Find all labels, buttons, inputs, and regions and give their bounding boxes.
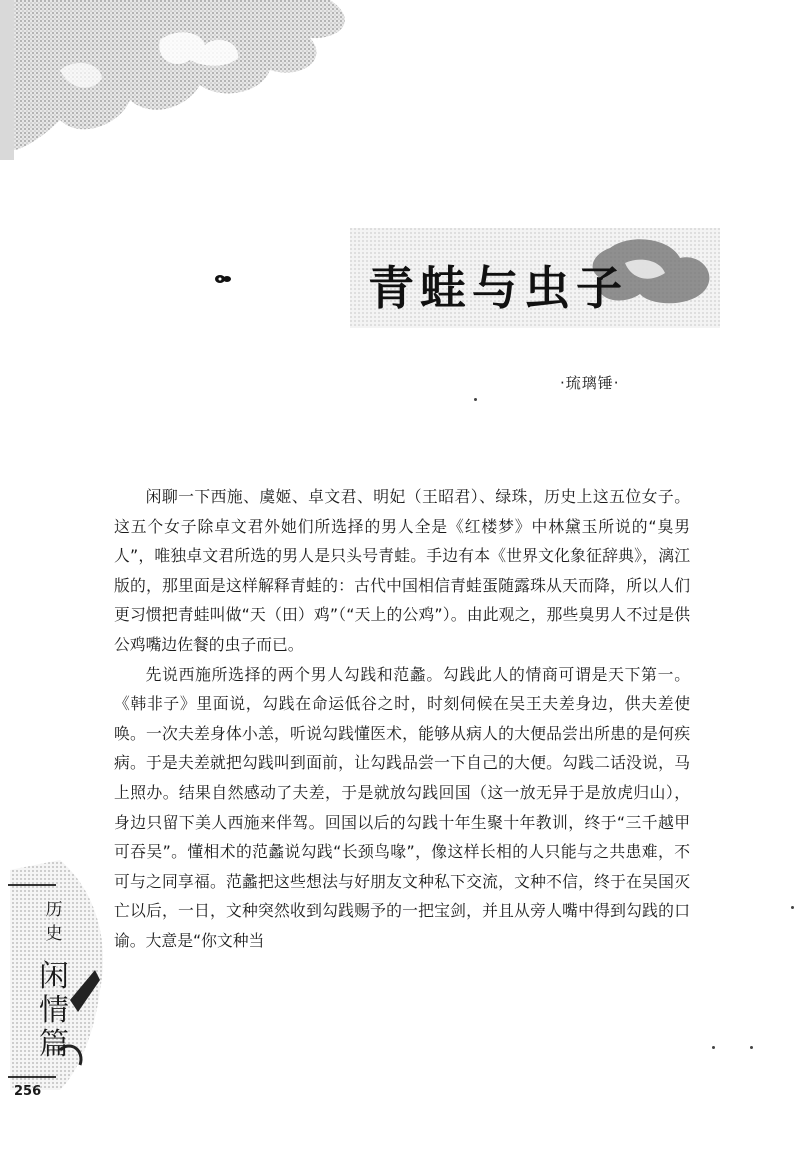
scan-speck [712,1046,715,1049]
series-label: 历 史 [45,900,63,944]
article-title: 青蛙与虫子 [368,261,628,315]
divider [8,1076,56,1078]
ornament-icon [214,272,232,286]
paragraph: 先说西施所选择的两个男人勾践和范蠡。勾践此人的情商可谓是天下第一。《韩非子》里面说，勾践在命运低谷之时，时刻伺候在吴王夫差身边，供夫差使唤。一次夫差身体小恙，听说勾践懂医术，能够从病人的大便品尝出所患的是何疾病。于是夫差就把勾践叫到面前，让勾践品尝一下自己的大便。勾践二话没说，马上照办。结果自然感动了夫差，于是就放勾践回国（这一放无异于是放虎归山），身边只留下美人西施来伴驾。回国以后的勾践十年生聚十年教训，终于“三千越甲可吞吴”。懂相术的范蠡说勾践“长颈鸟喙”，像这样长相的人只能与之共患难，不可与之同享福。范蠡把这些想法与好朋友文种私下交流，文种不信，终于在吴国灭亡以后，一日，文种突然收到勾践赐予的一把宝剑，并且从旁人嘴中得到勾践的口谕。大意是“你文种当 [114,664,690,950]
scan-speck [474,398,477,401]
page-number: 256 [14,1084,42,1099]
paragraph: 闲聊一下西施、虞姬、卓文君、明妃（王昭君）、绿珠，历史上这五位女子。这五个女子除卓文君外她们所选择的男人全是《红楼梦》中林黛玉所说的“臭男人”，唯独卓文君所选的男人是只头号青蛙。手边有本《世界文化象征辞典》，漓江版的，那里面是这样解释青蛙的：古代中国相信青蛙蛋随露珠从天而降，所以人们更习惯把青蛙叫做“天（田）鸡”（“天上的公鸡”）。由此观之，那些臭男人不过是供公鸡嘴边佐餐的虫子而已。 [114,487,690,654]
divider [8,884,56,886]
scan-speck [750,1046,753,1049]
article-body [114,482,690,956]
author-byline: ·琉璃锤· [560,374,620,392]
scan-speck [791,906,794,909]
section-label: 闲 情 篇 [39,959,69,1062]
cloud-decoration [0,0,420,160]
